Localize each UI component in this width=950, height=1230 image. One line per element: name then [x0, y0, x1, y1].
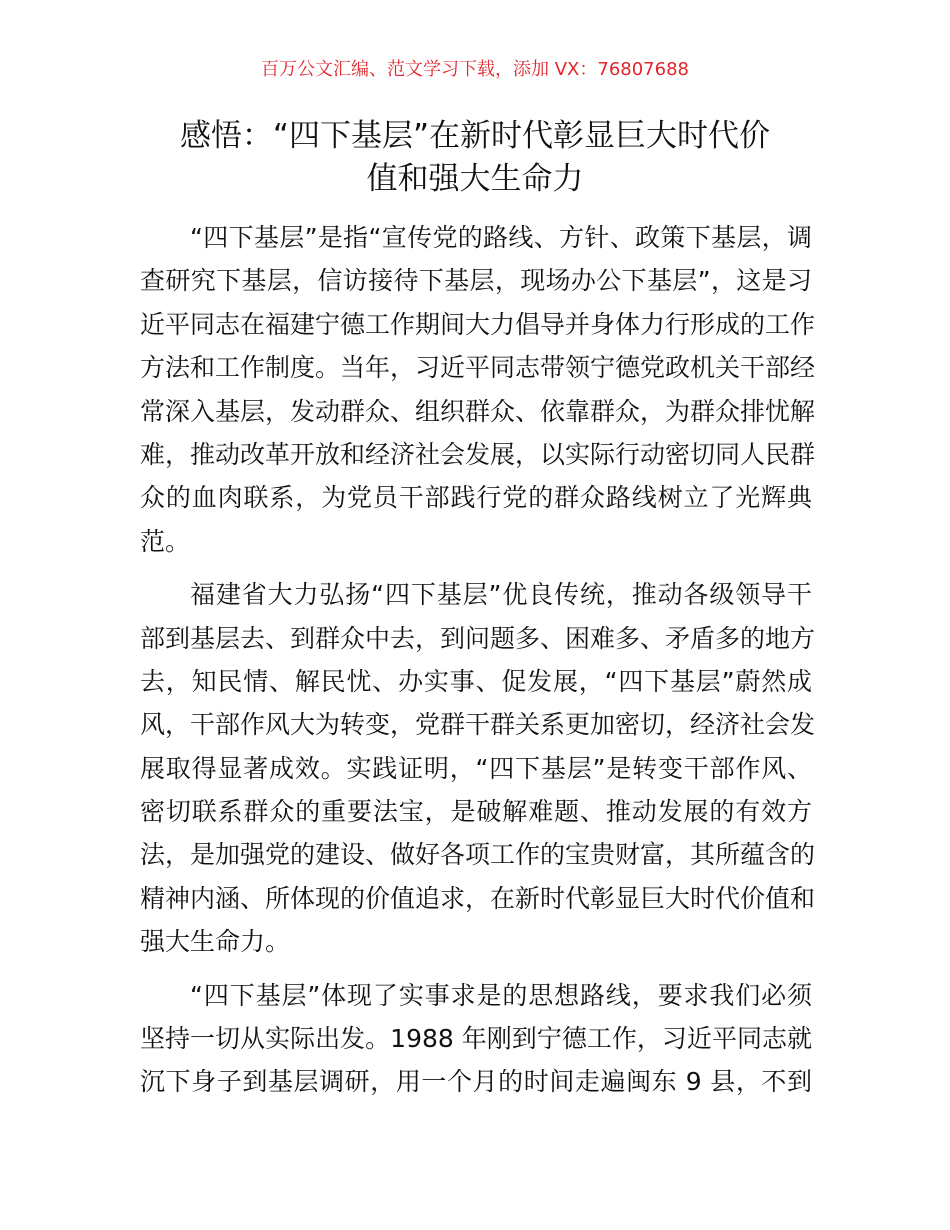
paragraph-line: 沉下身子到基层调研，用一个月的时间走遍闽东 9 县，不到: [140, 1067, 812, 1097]
paragraph-line: 查研究下基层，信访接待下基层，现场办公下基层”，这是习: [140, 266, 812, 296]
paragraph-line: 常深入基层，发动群众、组织群众、依靠群众，为群众排忧解: [140, 396, 816, 426]
document-title: [130, 115, 820, 201]
paragraph: [140, 573, 816, 964]
title-line: 感悟：“四下基层”在新时代彰显巨大时代价: [179, 118, 771, 154]
paragraph-line: 福建省大力弘扬“四下基层”优良传统，推动各级领导干: [190, 580, 812, 610]
paragraph-line: 部到基层去、到群众中去，到问题多、困难多、矛盾多的地方: [140, 623, 816, 653]
watermark-header: 百万公文汇编、范文学习下载，添加 VX：76807688: [261, 59, 689, 80]
paragraph-line: 法，是加强党的建设、做好各项工作的宝贵财富，其所蕴含的: [140, 840, 816, 870]
paragraph-line: 近平同志在福建宁德工作期间大力倡导并身体力行形成的工作: [140, 309, 816, 339]
paragraph-line: 众的血肉联系，为党员干部践行党的群众路线树立了光辉典: [140, 483, 812, 513]
paragraph-line: 展取得显著成效。实践证明，“四下基层”是转变干部作风、: [140, 753, 812, 783]
paragraph-line: 去，知民情、解民忧、办实事、促发展，“四下基层”蔚然成: [140, 666, 812, 696]
paragraph-line: 难，推动改革开放和经济社会发展，以实际行动密切同人民群: [140, 439, 816, 469]
paragraph-line: 密切联系群众的重要法宝，是破解难题、推动发展的有效方: [140, 797, 812, 827]
paragraph: [140, 974, 812, 1104]
paragraph-line: 强大生命力。: [140, 927, 291, 957]
document-body: [140, 216, 816, 1114]
paragraph-line: “四下基层”是指“宣传党的路线、方针、政策下基层，调: [190, 223, 812, 252]
paragraph-line: 范。: [140, 526, 191, 556]
paragraph-line: “四下基层”体现了实事求是的思想路线，要求我们必须: [190, 980, 812, 1010]
paragraph-line: 风，干部作风大为转变，党群干群关系更加密切，经济社会发: [140, 710, 816, 740]
paragraph: [140, 216, 816, 563]
paragraph-line: 方法和工作制度。当年，习近平同志带领宁德党政机关干部经: [140, 353, 816, 383]
paragraph-line: 精神内涵、所体现的价值追求，在新时代彰显巨大时代价值和: [140, 883, 816, 913]
paragraph-line: 坚持一切从实际出发。1988 年刚到宁德工作，习近平同志就: [140, 1024, 812, 1054]
title-line: 值和强大生命力: [366, 161, 584, 197]
